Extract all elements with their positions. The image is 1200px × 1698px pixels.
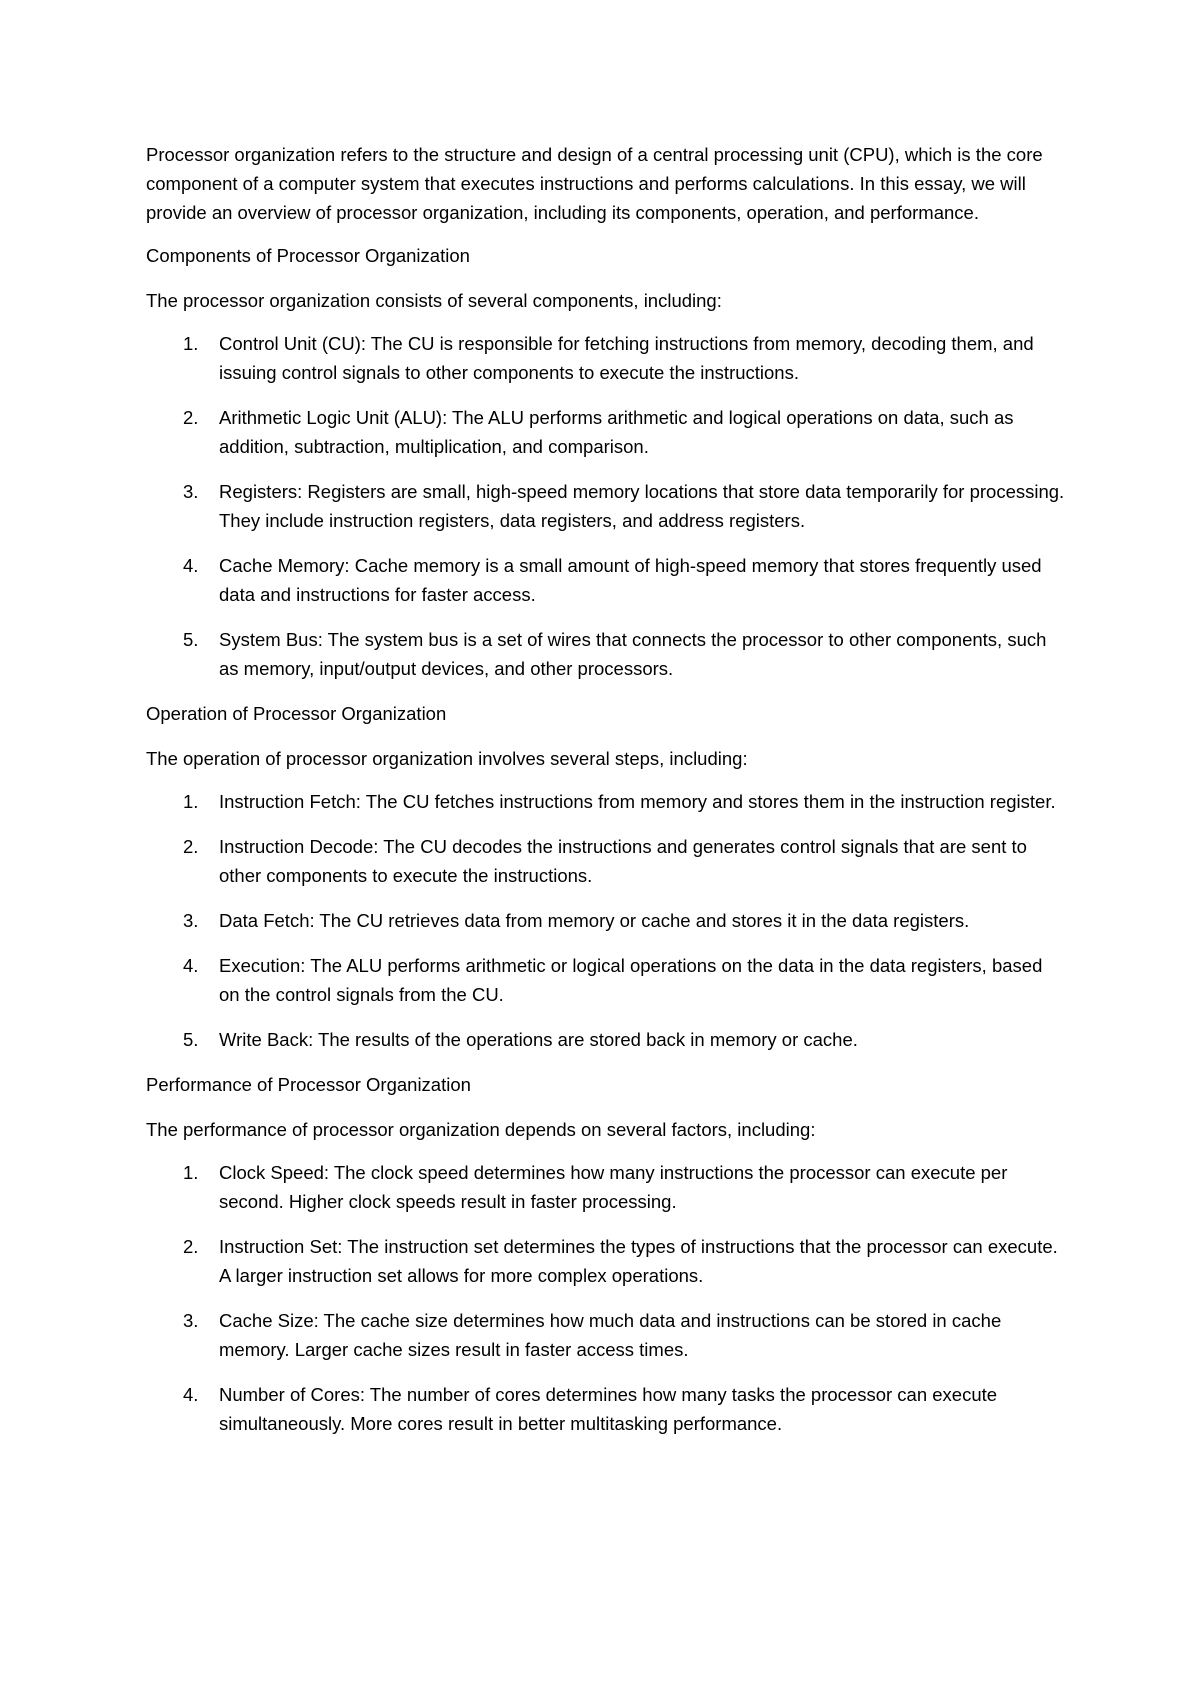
- section-lead-operation: The operation of processor organization involves several steps, including:: [146, 748, 748, 769]
- list-text: Number of Cores: The number of cores determines how many tasks the processor can execute simultaneously. More cores result in better multitasking performance.: [219, 1384, 998, 1434]
- list-item: [146, 832, 1066, 890]
- list-number: 3.: [183, 910, 199, 931]
- list-item: [146, 906, 1066, 935]
- list-item: [146, 1232, 1066, 1290]
- list-item: [146, 551, 1066, 609]
- list-item: [146, 1158, 1066, 1216]
- list-item: [146, 1306, 1066, 1364]
- section-heading-performance: Performance of Processor Organization: [146, 1074, 471, 1095]
- list-number: 2.: [183, 1236, 199, 1257]
- list-text: Instruction Set: The instruction set determines the types of instructions that the processor can execute. A larger instruction set allows for more complex operations.: [219, 1236, 1058, 1286]
- list-text: Write Back: The results of the operations are stored back in memory or cache.: [219, 1029, 858, 1050]
- list-item: [146, 1025, 1066, 1054]
- list-number: 1.: [183, 1162, 199, 1183]
- list-text: Registers: Registers are small, high-speed memory locations that store data temporarily for processing. They include instruction registers, data registers, and address registers.: [219, 481, 1065, 531]
- list-number: 2.: [183, 407, 199, 428]
- section-lead-performance: The performance of processor organization depends on several factors, including:: [146, 1119, 816, 1140]
- list-text: Cache Memory: Cache memory is a small amount of high-speed memory that stores frequently used data and instructions for faster access.: [219, 555, 1042, 605]
- list-text: Clock Speed: The clock speed determines how many instructions the processor can execute per second. Higher clock speeds result in faster processing.: [219, 1162, 1008, 1212]
- intro-paragraph: Processor organization refers to the structure and design of a central processing unit (CPU), which is the core component of a computer system that executes instructions and performs calculations. In this essay, we will provide an overview of processor organization, including its components, operation, and performance.: [146, 144, 1043, 223]
- list-text: Arithmetic Logic Unit (ALU): The ALU performs arithmetic and logical operations on data, such as addition, subtraction, multiplication, and comparison.: [219, 407, 1014, 457]
- list-number: 4.: [183, 955, 199, 976]
- section-heading-operation: Operation of Processor Organization: [146, 703, 447, 724]
- list-number: 5.: [183, 1029, 199, 1050]
- list-item: [146, 625, 1066, 683]
- list-number: 1.: [183, 333, 199, 354]
- operation-list: [146, 787, 1066, 1054]
- list-item: [146, 787, 1066, 816]
- list-number: 3.: [183, 481, 199, 502]
- list-number: 5.: [183, 629, 199, 650]
- section-lead-components: The processor organization consists of several components, including:: [146, 290, 722, 311]
- list-text: Instruction Decode: The CU decodes the instructions and generates control signals that are sent to other components to execute the instructions.: [219, 836, 1027, 886]
- section-heading-components: Components of Processor Organization: [146, 245, 470, 266]
- list-item: [146, 403, 1066, 461]
- list-text: Data Fetch: The CU retrieves data from memory or cache and stores it in the data registers.: [219, 910, 970, 931]
- components-list: [146, 329, 1066, 683]
- document-body: [146, 140, 1066, 1454]
- list-text: Cache Size: The cache size determines how much data and instructions can be stored in cache memory. Larger cache sizes result in faster access times.: [219, 1310, 1002, 1360]
- performance-list: [146, 1158, 1066, 1438]
- list-number: 4.: [183, 1384, 199, 1405]
- list-number: 2.: [183, 836, 199, 857]
- list-text: Execution: The ALU performs arithmetic or logical operations on the data in the data registers, based on the control signals from the CU.: [219, 955, 1043, 1005]
- list-number: 3.: [183, 1310, 199, 1331]
- list-item: [146, 329, 1066, 387]
- list-item: [146, 477, 1066, 535]
- list-number: 4.: [183, 555, 199, 576]
- list-item: [146, 1380, 1066, 1438]
- list-text: Control Unit (CU): The CU is responsible for fetching instructions from memory, decoding them, and issuing control signals to other components to execute the instructions.: [219, 333, 1034, 383]
- list-item: [146, 951, 1066, 1009]
- list-number: 1.: [183, 791, 199, 812]
- list-text: System Bus: The system bus is a set of wires that connects the processor to other components, such as memory, input/output devices, and other processors.: [219, 629, 1047, 679]
- list-text: Instruction Fetch: The CU fetches instructions from memory and stores them in the instruction register.: [219, 791, 1056, 812]
